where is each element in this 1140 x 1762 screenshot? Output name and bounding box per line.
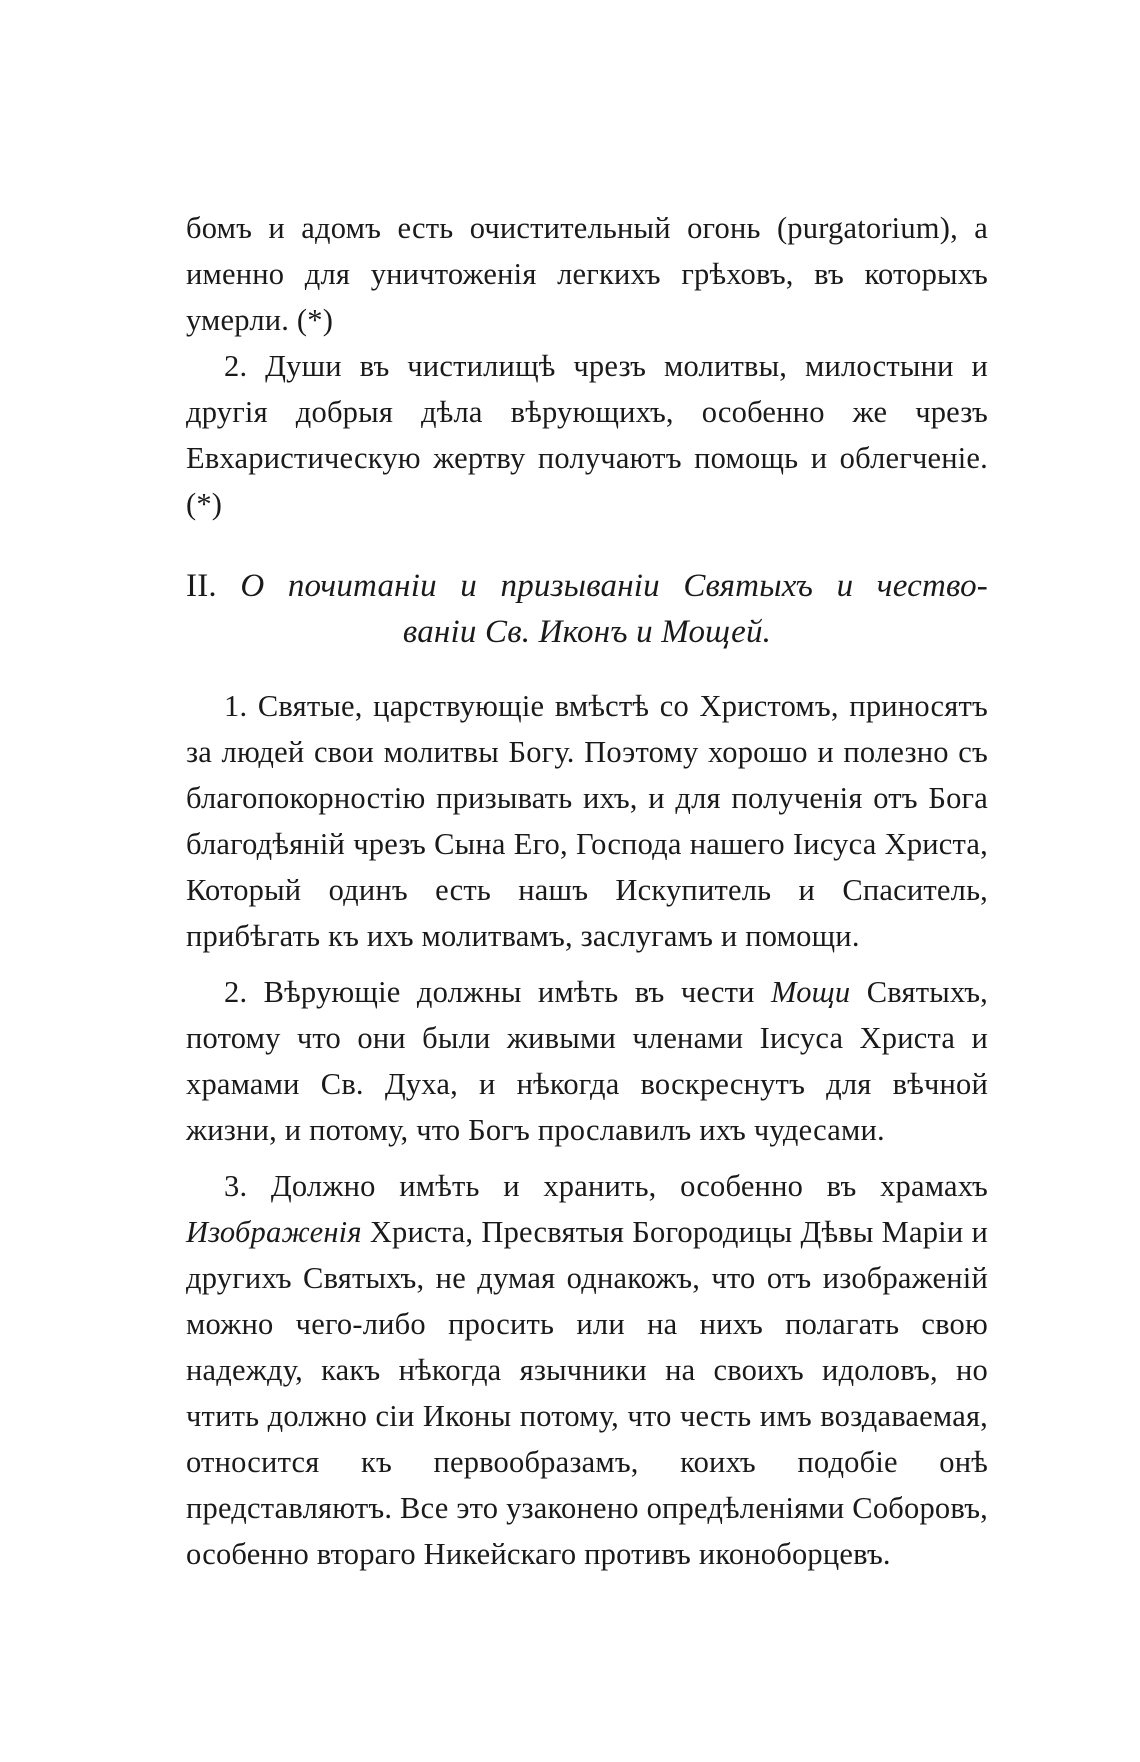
paragraph-point-3 xyxy=(186,1163,988,1577)
section-heading-line-1 xyxy=(186,563,988,609)
section-heading xyxy=(186,563,988,655)
paragraph-purgatory-point-2: 2. Души въ чистилищѣ чрезъ молитвы, милостыни и другія добрыя дѣла вѣрующихъ, особенно же чрезъ Евхаристическую жертву получаютъ помощь и облегченіе. (*) xyxy=(186,349,988,521)
page-body xyxy=(186,205,988,1577)
point-2-text-start: 2. Вѣрующіе должны имѣть въ чести xyxy=(224,975,772,1009)
paragraph-point-2 xyxy=(186,969,988,1153)
point-2-emphasis: Мощи xyxy=(771,975,851,1009)
paragraph-point-1: 1. Святые, царствующіе вмѣстѣ со Христомъ, приносятъ за людей свои молитвы Богу. Поэтому хорошо и полезно съ благопокорностію призывать ихъ, и для полученія отъ Бога благодѣяній чрезъ Сына Его, Господа нашего Іисуса Христа, Который одинъ есть нашъ Искупитель и Спаситель, прибѣгать къ ихъ молитвамъ, заслугамъ и помощи. xyxy=(186,689,988,953)
continued-paragraph: бомъ и адомъ есть очистительный огонь (purgatorium), а именно для уничтоженія легкихъ грѣховъ, въ которыхъ умерли. (*) xyxy=(186,211,988,337)
point-2-text-end: Святыхъ, потому что они были живыми членами Іисуса Христа и храмами Св. Духа, и нѣкогда воскреснутъ для вѣчной жизни, и потому, что Богъ прославилъ ихъ чудесами. xyxy=(186,975,988,1147)
point-3-text-start: 3. Должно имѣть и хранить, особенно въ храмахъ xyxy=(224,1169,988,1203)
point-3-text-end: Христа, Пресвятыя Богородицы Дѣвы Маріи и другихъ Святыхъ, не думая однакожъ, что отъ изображеній можно чего-либо просить или на нихъ полагать свою надежду, какъ нѣкогда язычники на своихъ идоловъ, но чтить должно сіи Иконы потому, что честь имъ воздаваемая, относится къ первообразамъ, коихъ подобіе онѣ представляютъ. Все это узаконено опредѣленіями Соборовъ, особенно втораго Никейскаго противъ иконоборцевъ. xyxy=(186,1215,988,1571)
section-title-line-2: ваніи Св. Иконъ и Мощей. xyxy=(402,614,772,650)
point-3-emphasis: Изображенія xyxy=(186,1215,362,1249)
section-title-line-1: О почитаніи и призываніи Святыхъ и чество- xyxy=(240,568,989,604)
section-number: II. xyxy=(186,568,217,604)
